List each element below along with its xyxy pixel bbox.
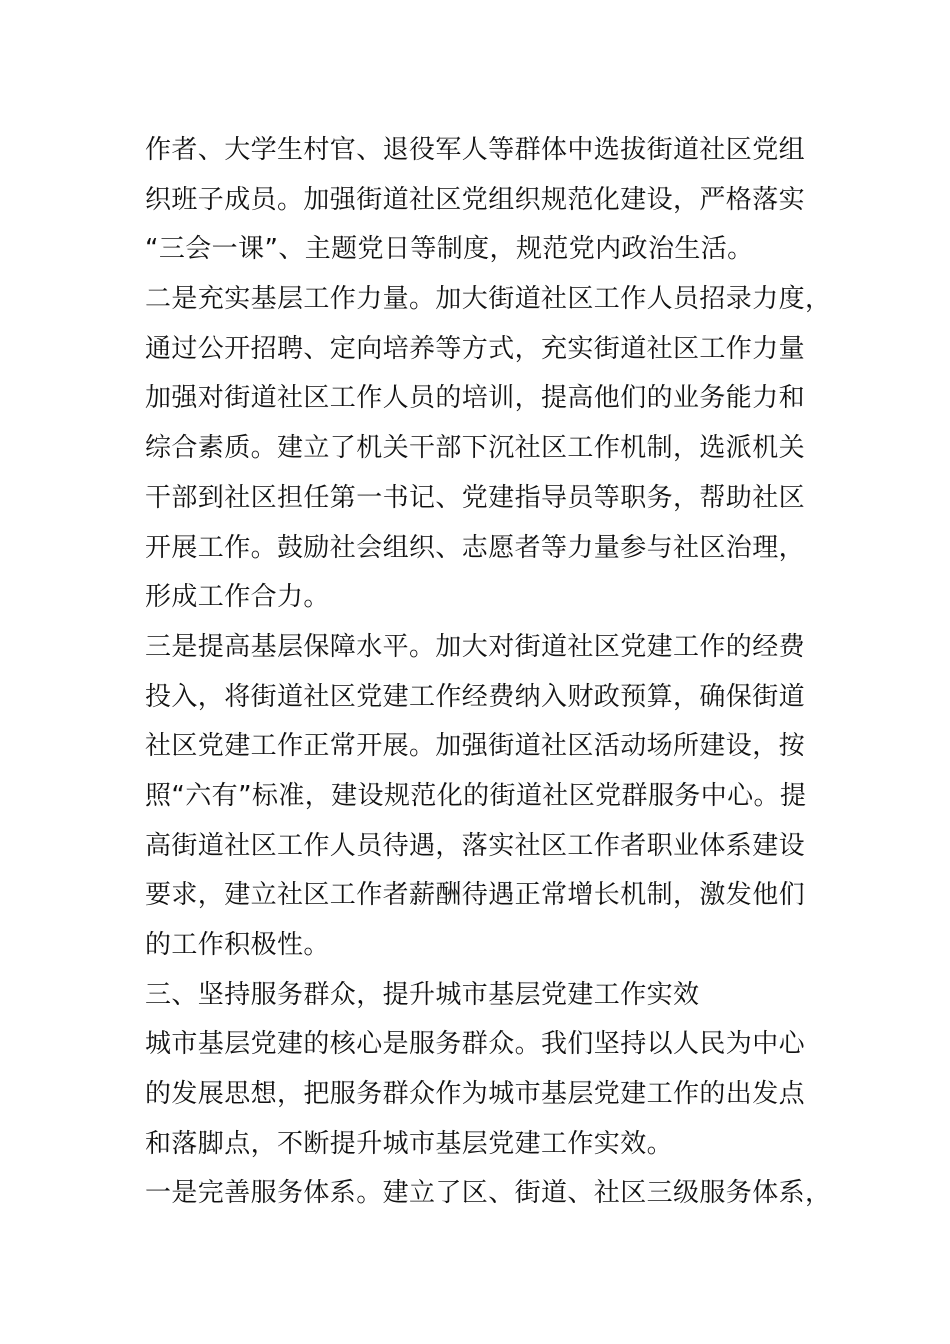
text-line: 要求，建立社区工作者薪酬待遇正常增长机制，激发他们	[145, 880, 806, 911]
text-line: 通过公开招聘、定向培养等方式，充实街道社区工作力量	[145, 333, 806, 364]
text-line: 城市基层党建的核心是服务群众。我们坚持以人民为中心	[145, 1029, 806, 1060]
text-line: 干部到社区担任第一书记、党建指导员等职务，帮助社区	[145, 482, 806, 513]
text-line: 形成工作合力。	[145, 582, 330, 613]
text-line: 织班子成员。加强街道社区党组织规范化建设，严格落实	[145, 184, 806, 215]
document-body	[145, 126, 845, 1219]
text-line: 开展工作。鼓励社会组织、志愿者等力量参与社区治理，	[145, 532, 806, 563]
text-line: 作者、大学生村官、退役军人等群体中选拔街道社区党组	[145, 135, 806, 165]
text-line: 加强对街道社区工作人员的培训，提高他们的业务能力和	[145, 383, 806, 414]
text-line: 投入，将街道社区党建工作经费纳入财政预算，确保街道	[145, 681, 806, 712]
text-line: 高街道社区工作人员待遇，落实社区工作者职业体系建设	[145, 830, 806, 861]
text-line: 和落脚点，不断提升城市基层党建工作实效。	[145, 1128, 674, 1159]
text-line: 照“六有”标准，建设规范化的街道社区党群服务中心。提	[145, 780, 807, 811]
section-heading: 三、坚持服务群众，提升城市基层党建工作实效	[145, 979, 700, 1010]
text-line: 社区党建工作正常开展。加强街道社区活动场所建设，按	[145, 731, 806, 762]
text-line: “三会一课”、主题党日等制度，规范党内政治生活。	[145, 234, 754, 265]
text-line: 的发展思想，把服务群众作为城市基层党建工作的出发点	[145, 1079, 806, 1110]
text-line: 综合素质。建立了机关干部下沉社区工作机制，选派机关	[145, 433, 806, 464]
text-line: 二是充实基层工作力量。加大街道社区工作人员招录力度，	[145, 284, 832, 315]
text-line: 一是完善服务体系。建立了区、街道、社区三级服务体系，	[145, 1178, 832, 1209]
text-line: 三是提高基层保障水平。加大对街道社区党建工作的经费	[145, 631, 806, 662]
text-line: 的工作积极性。	[145, 930, 330, 960]
